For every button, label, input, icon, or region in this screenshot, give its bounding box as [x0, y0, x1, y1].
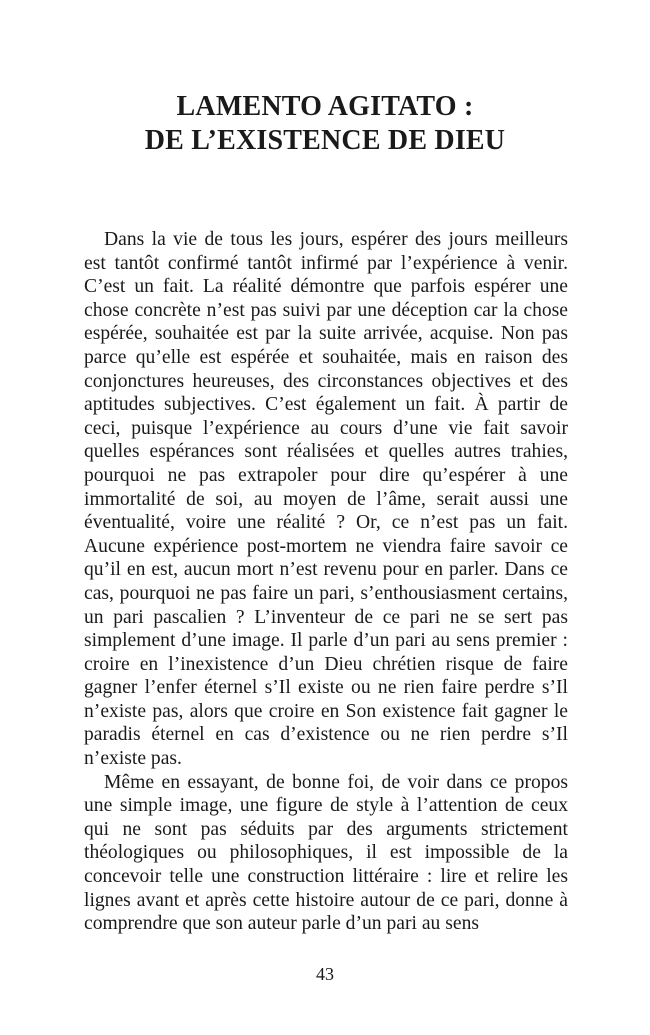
- page-number: 43: [316, 964, 334, 984]
- body-text: [84, 228, 568, 936]
- chapter-title-line-2: DE L’EXISTENCE DE DIEU: [144, 125, 506, 156]
- chapter-title: [0, 90, 650, 158]
- chapter-title-line-1: LAMENTO AGITATO :: [176, 91, 474, 122]
- paragraph: Même en essayant, de bonne foi, de voir dans ce propos une simple image, une figure de style à l’attention de ceux qui ne sont pas séduits par des arguments strictement théologiques ou philosophiques, il est impossible de la concevoir telle une construction littéraire : lire et relire les lignes avant et après cette histoire autour de ce pari, donne à comprendre que son auteur parle d’un pari au sens: [84, 771, 568, 935]
- paragraph: Dans la vie de tous les jours, espérer des jours meilleurs est tantôt confirmé tantôt infirmé par l’expérience à venir. C’est un fait. La réalité démontre que parfois espérer une chose concrète n’est pas suivi par une déception car la chose espérée, souhaitée est par la suite arrivée, acquise. Non pas parce qu’elle est espérée et souhaitée, mais en raison des conjonctures heureuses, des circonstances objectives et des aptitudes subjectives. C’est également un fait. À partir de ceci, puisque l’expérience au cours d’une vie fait savoir quelles espérances sont réalisées et quelles autres trahies, pourquoi ne pas extrapoler pour dire qu’espérer à une immortalité de soi, au moyen de l’âme, serait aussi une éventualité, voire une réalité ? Or, ce n’est pas un fait. Aucune expérience post-mortem ne viendra faire savoir ce qu’il en est, aucun mort n’est revenu pour en parler. Dans ce cas, pourquoi ne pas faire un pari, s’enthousiasment certains, un pari pascalien ? L’inventeur de ce pari ne se sert pas simplement d’une image. Il parle d’un pari au sens premier : croire en l’inexistence d’un Dieu chrétien risque de faire gagner l’enfer éternel s’Il existe ou ne rien faire perdre s’Il n’existe pas, alors que croire en Son existence fait gagner le paradis éternel en cas d’existence ou ne rien perdre s’Il n’existe pas.: [84, 229, 568, 770]
